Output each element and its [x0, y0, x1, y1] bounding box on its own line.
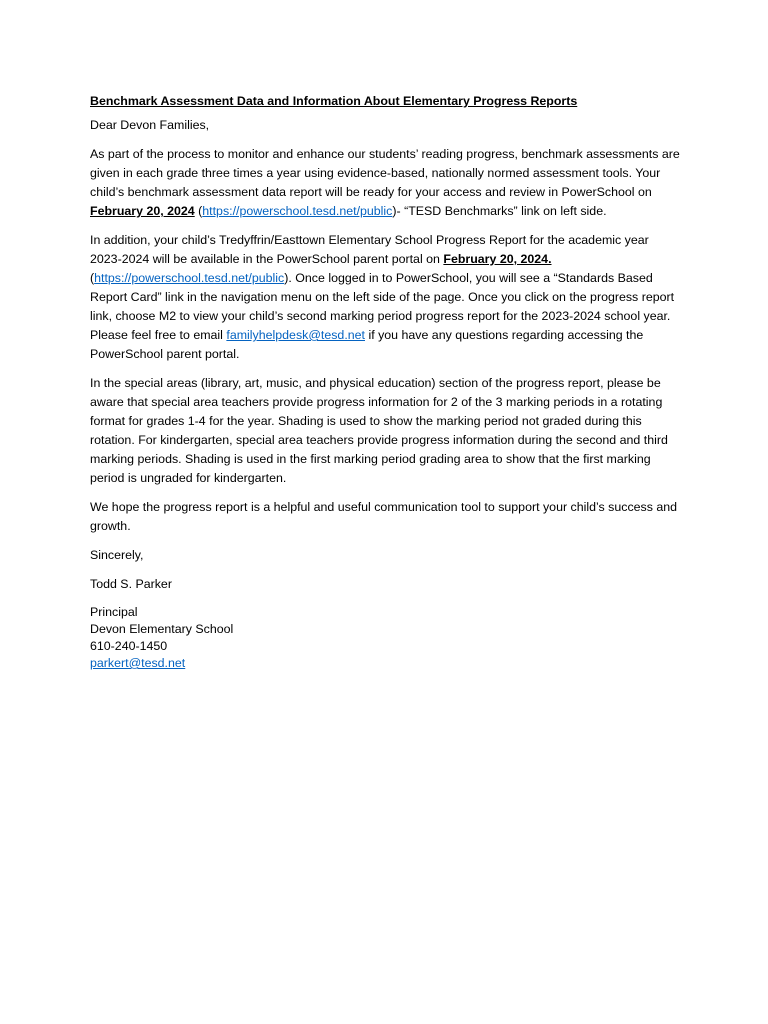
paragraph-text: ( [90, 271, 95, 285]
family-helpdesk-email-link[interactable]: familyhelpdesk@tesd.net [226, 328, 365, 342]
letter-document [90, 92, 680, 672]
paragraph-text: ). Once logged in to PowerSchool, you will see a “Standards Based Report Card” link in the navigation menu on the left side of the page. Once you click on the progress report link, choose M2 to view your child’s second marking period progress report for the 2023-2024 school year. Please feel free to email [90, 271, 675, 342]
paragraph-progress-report [90, 231, 680, 364]
powerschool-link[interactable]: https://powerschool.tesd.net/public [202, 204, 393, 218]
paragraph-text: if you have any questions regarding accessing the PowerSchool parent portal. [90, 328, 644, 361]
paragraph-text: )- “TESD Benchmarks” link on left side. [392, 204, 607, 218]
release-date: February 20, 2024 [90, 204, 195, 218]
paragraph-closing-remark: We hope the progress report is a helpful and useful communication tool to support your child’s success and growth. [90, 500, 678, 533]
signer-role: Principal [90, 605, 138, 619]
phone-number: 610-240-1450 [90, 639, 168, 653]
paragraph-text: ( [194, 204, 203, 218]
signature-block [90, 604, 680, 672]
closing: Sincerely, [90, 548, 144, 562]
signer-name: Todd S. Parker [90, 577, 172, 591]
paragraph-benchmark [90, 145, 680, 221]
paragraph-text: In addition, your child’s Tredyffrin/Easttown Elementary School Progress Report for the academic year 2023-2024 will be available in the PowerSchool parent portal on [90, 233, 649, 266]
paragraph-text: As part of the process to monitor and enhance our students’ reading progress, benchmark assessments are given in each grade three times a year using evidence-based, nationally normed assessment tools. Your child’s benchmark assessment data report will be ready for your access and review in PowerSchool on [90, 147, 680, 199]
letter-title: Benchmark Assessment Data and Information About Elementary Progress Reports [90, 94, 578, 108]
school-name: Devon Elementary School [90, 622, 234, 636]
powerschool-link[interactable]: https://powerschool.tesd.net/public [94, 271, 285, 285]
greeting: Dear Devon Families, [90, 118, 210, 132]
release-date: February 20, 2024. [443, 252, 552, 266]
paragraph-special-areas: In the special areas (library, art, music, and physical education) section of the progress report, please be aware that special area teachers provide progress information for 2 of the 3 marking periods in a rotating format for grades 1-4 for the year. Shading is used to show the marking period not graded during this rotation. For kindergarten, special area teachers provide progress information during the second and third marking periods. Shading is used in the first marking period grading area to show that the first marking period is ungraded for kindergarten. [90, 376, 668, 485]
principal-email-link[interactable]: parkert@tesd.net [90, 656, 186, 670]
